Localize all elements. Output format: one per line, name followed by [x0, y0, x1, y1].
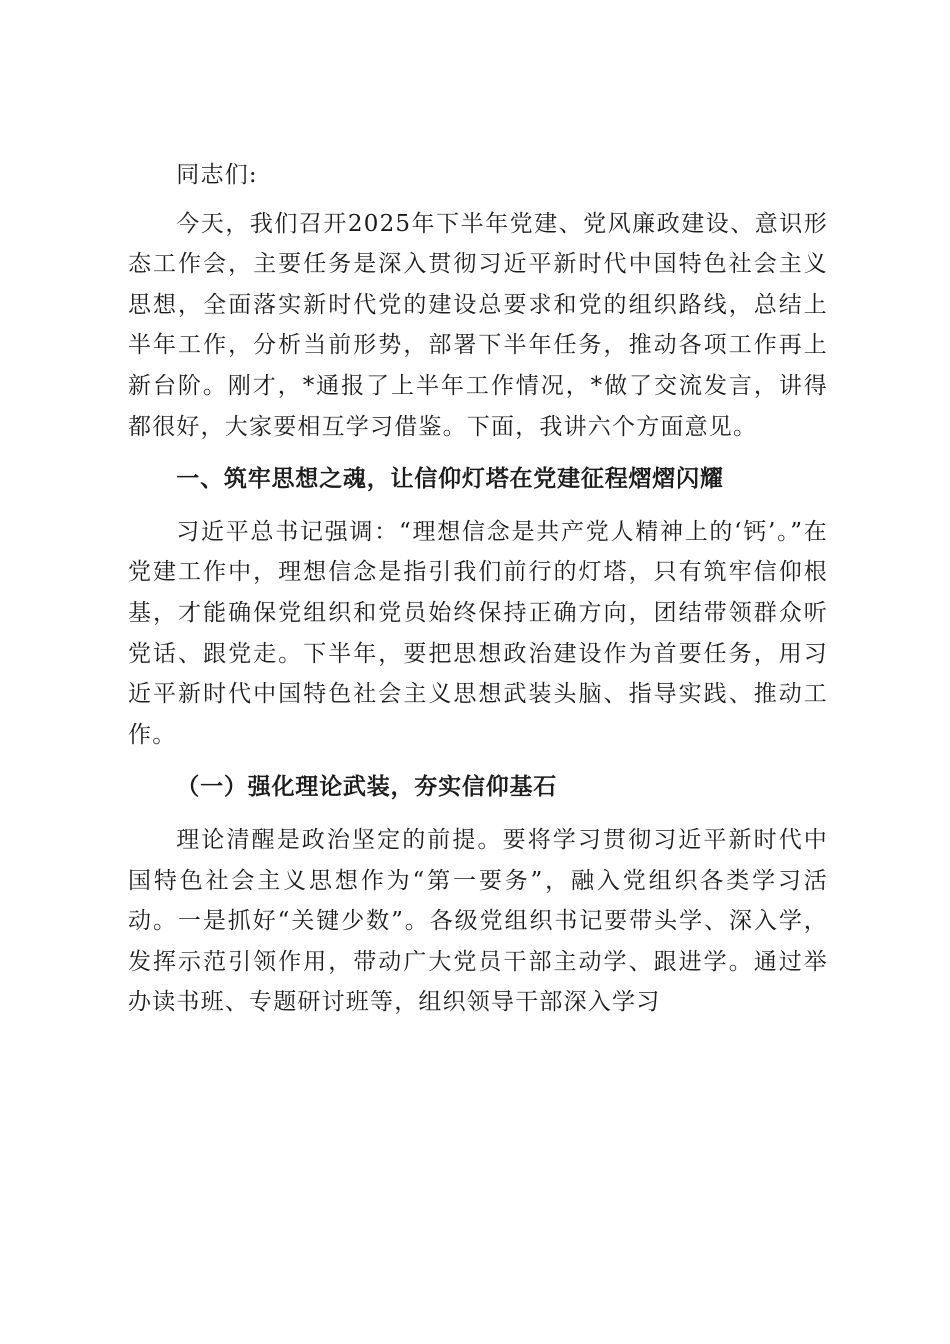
document-body	[128, 155, 828, 1023]
subsection-heading-1: （一）强化理论武装，夯实信仰基石	[176, 774, 558, 801]
section-heading-1: 一、筑牢思想之魂，让信仰灯塔在党建征程熠熠闪耀	[176, 466, 724, 493]
section-1-paragraph: 习近平总书记强调：“理想信念是共产党人精神上的‘钙’。”在党建工作中，理想信念是指引我们前行的灯塔，只有筑牢信仰根基，才能确保党组织和党员始终保持正确方向，团结带领群众听党话、跟党走。下半年，要把思想政治建设作为首要任务，用习近平新时代中国特色社会主义思想武装头脑、指导实践、推动工作。	[128, 518, 828, 748]
intro-paragraph: 今天，我们召开2025年下半年党建、党风廉政建设、意识形态工作会，主要任务是深入贯彻习近平新时代中国特色社会主义思想，全面落实新时代党的建设总要求和党的组织路线，总结上半年工作，分析当前形势，部署下半年任务，推动各项工作再上新台阶。刚才，*通报了上半年工作情况，*做了交流发言，讲得都很好，大家要相互学习借鉴。下面，我讲六个方面意见。	[128, 210, 828, 440]
subsection-1-paragraph: 理论清醒是政治坚定的前提。要将学习贯彻习近平新时代中国特色社会主义思想作为“第一要务”，融入党组织各类学习活动。一是抓好“关键少数”。各级党组织书记要带头学、深入学，发挥示范引领作用，带动广大党员干部主动学、跟进学。通过举办读书班、专题研讨班等，组织领导干部深入学习	[128, 826, 828, 1016]
salutation: 同志们:	[176, 162, 258, 188]
